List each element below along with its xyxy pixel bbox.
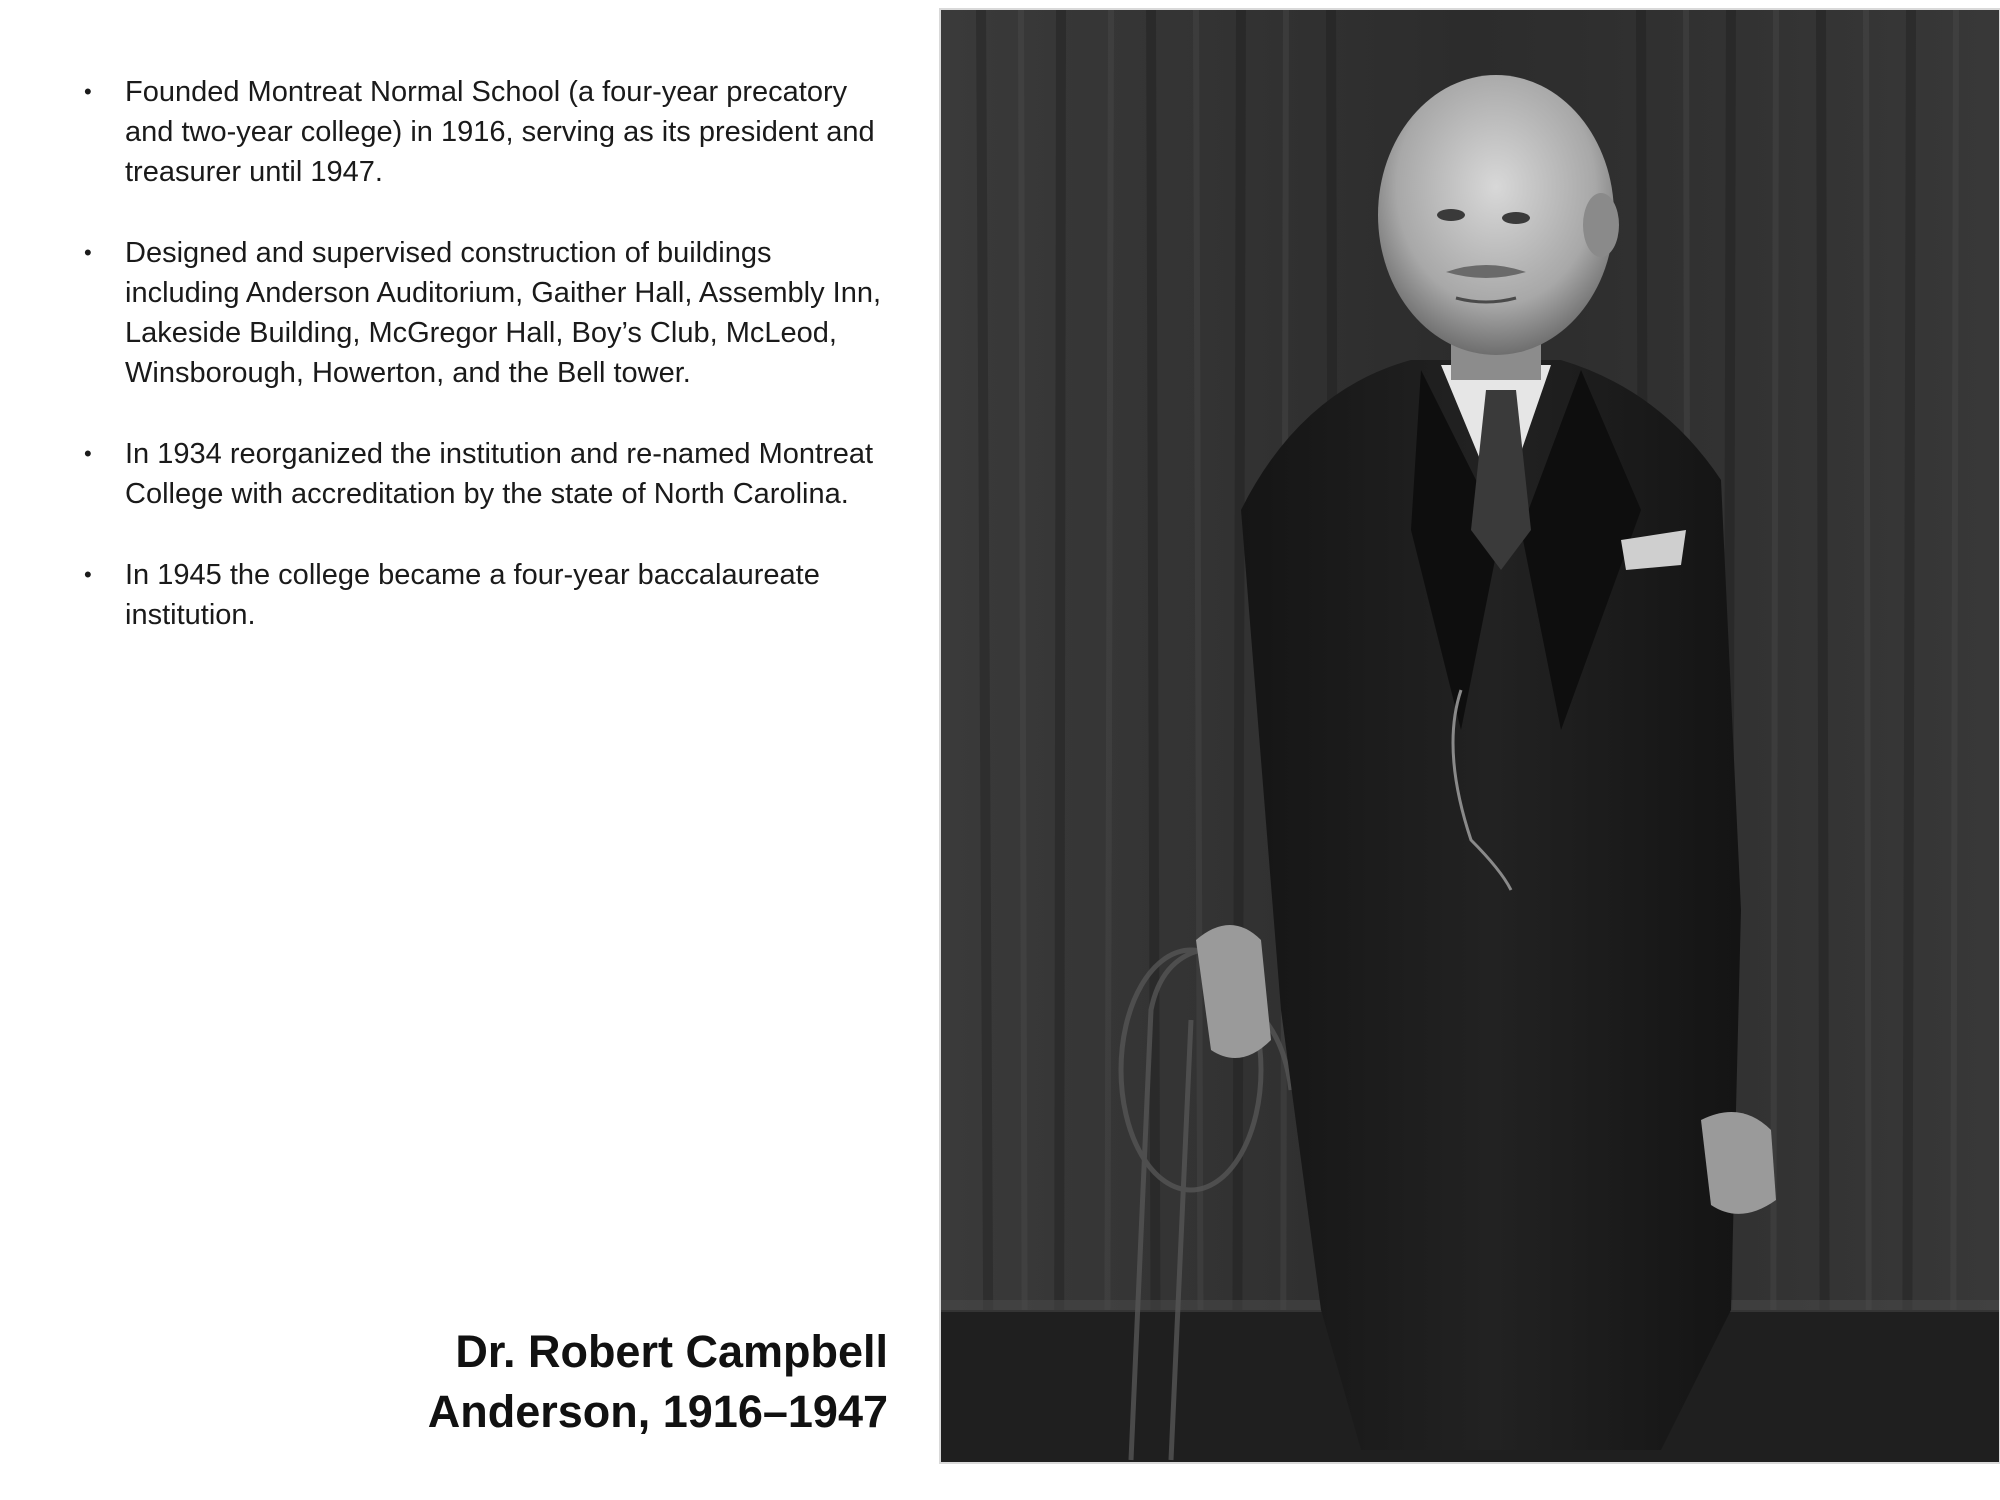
bullet-dot: • — [84, 240, 92, 265]
portrait-photo — [941, 10, 1999, 1462]
bullet-text: Designed and supervised construction of buildings including Anderson Auditorium, Gaither Hall, Assembly Inn, Lakeside Building, McGregor Hall, Boy’s Club, McLeod, Winsborough, Howerton, and the Bell tower. — [125, 237, 882, 389]
bullet-dot: • — [84, 79, 92, 104]
bullet-item — [84, 434, 884, 514]
bullet-text: Founded Montreat Normal School (a four-year precatory and two-year college) in 1916, serving as its president and treasurer until 1947. — [125, 76, 875, 188]
portrait-illustration — [941, 10, 1999, 1462]
bullet-text: In 1934 reorganized the institution and re-named Montreat College with accreditation by the state of North Carolina. — [125, 438, 874, 510]
bullet-item — [84, 233, 884, 393]
bullet-list — [84, 72, 884, 676]
bullet-item — [84, 555, 884, 635]
caption-line-1: Dr. Robert Campbell — [455, 1326, 888, 1377]
caption-line-2: Anderson, 1916–1947 — [427, 1386, 888, 1437]
bullet-item — [84, 72, 884, 192]
bullet-dot: • — [84, 562, 92, 587]
portrait-caption — [368, 1322, 888, 1442]
bullet-text: In 1945 the college became a four-year baccalaureate institution. — [125, 559, 820, 631]
bullet-dot: • — [84, 441, 92, 466]
